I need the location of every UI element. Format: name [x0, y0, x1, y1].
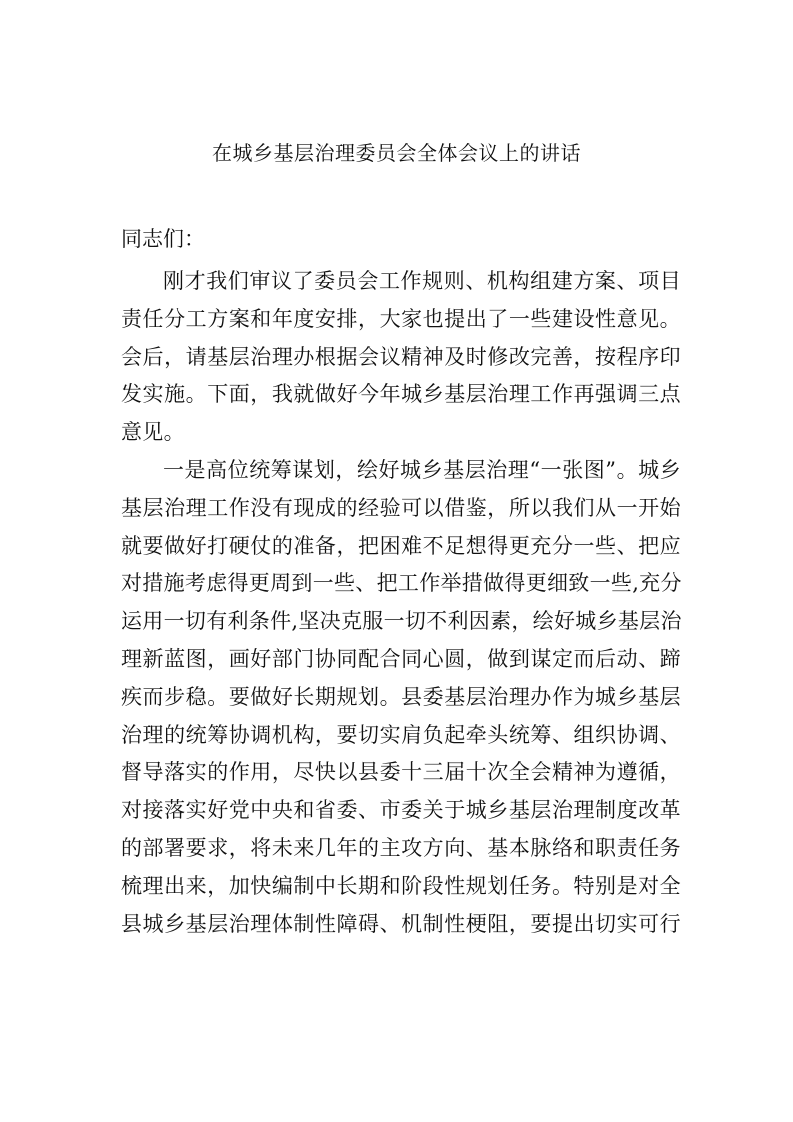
paragraph-1-line-2: 责任分工方案和年度安排，大家也提出了一些建设性意见。 [121, 306, 681, 331]
document-body [121, 263, 681, 943]
paragraph-2-line-9: 督导落实的作用，尽快以县委十三届十次全会精神为遵循， [121, 760, 681, 785]
paragraph-2-line-11: 的部署要求，将未来几年的主攻方向、基本脉络和职责任务 [121, 835, 681, 860]
paragraph-1-line-1: 刚才我们审议了委员会工作规则、机构组建方案、项目 [163, 269, 681, 293]
paragraph-2-line-1: 一是高位统筹谋划，绘好城乡基层治理“一张图”。城乡 [163, 457, 681, 482]
paragraph-1-line-4: 发实施。下面，我就做好今年城乡基层治理工作再强调三点 [121, 382, 681, 407]
paragraph-2-line-4: 对措施考虑得更周到一些、把工作举措做得更细致一些,充分 [121, 571, 682, 596]
paragraph-2-line-3: 就要做好打硬仗的准备，把困难不足想得更充分一些、把应 [121, 533, 681, 558]
paragraph-2-line-12: 梳理出来，加快编制中长期和阶段性规划任务。特别是对全 [121, 873, 681, 898]
salutation: 同志们： [121, 227, 205, 251]
paragraph-2-line-13: 县城乡基层治理体制性障碍、机制性梗阻，要提出切实可行 [121, 911, 681, 936]
paragraph-2-line-7: 疾而步稳。要做好长期规划。县委基层治理办作为城乡基层 [121, 684, 681, 709]
paragraph-2-line-10: 对接落实好党中央和省委、市委关于城乡基层治理制度改革 [121, 798, 681, 823]
paragraph-2-line-6: 理新蓝图，画好部门协同配合同心圆，做到谋定而后动、蹄 [121, 646, 681, 671]
paragraph-2-line-2: 基层治理工作没有现成的经验可以借鉴，所以我们从一开始 [121, 495, 681, 520]
document-title: 在城乡基层治理委员会全体会议上的讲话 [212, 141, 581, 165]
paragraph-2-line-5: 运用一切有利条件,坚决克服一切不利因素，绘好城乡基层治 [121, 609, 682, 634]
paragraph-1-line-5: 意见。 [121, 420, 185, 445]
paragraph-1-line-3: 会后，请基层治理办根据会议精神及时修改完善，按程序印 [121, 344, 681, 369]
paragraph-2-line-8: 治理的统筹协调机构，要切实肩负起牵头统筹、组织协调、 [121, 722, 681, 747]
